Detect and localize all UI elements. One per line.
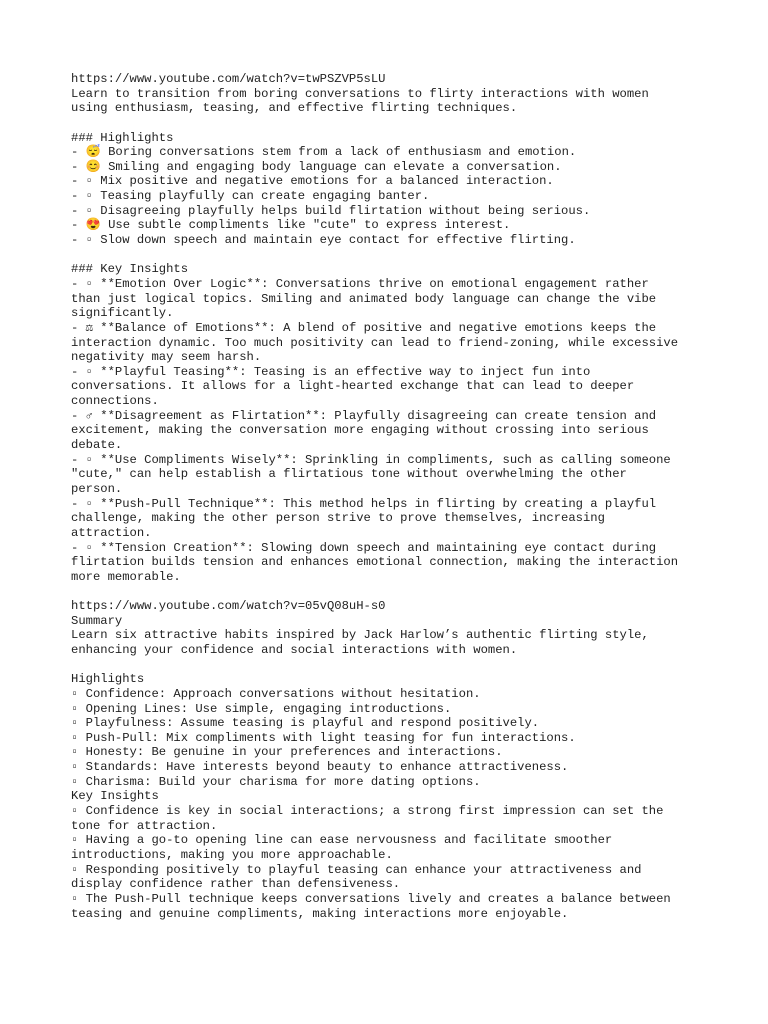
bullet-line: - ⚖ **Balance of Emotions**: A blend of positive and negative emotions keeps the [71,320,657,335]
url-line[interactable]: https://www.youtube.com/watch?v=05vQ08uH-s0 [71,599,386,614]
bullet-line: - ▫ Teasing playfully can create engaging banter. [71,189,430,204]
text-line: "cute," can help establish a flirtatious tone without overwhelming the other [71,467,627,482]
text-line: using enthusiasm, teasing, and effective flirting techniques. [71,101,518,116]
text-line: challenge, making the other person strive to prove themselves, increasing [71,511,605,526]
bullet-line: ▫ Confidence: Approach conversations without hesitation. [71,686,481,701]
text-line: interaction dynamic. Too much positivity can lead to friend-zoning, while excessive [71,335,679,350]
text-line: tone for attraction. [71,818,218,833]
bullet-line: ▫ The Push-Pull technique keeps conversations lively and creates a balance between [71,891,671,906]
bullet-line: - ♂ **Disagreement as Flirtation**: Playfully disagreeing can create tension and [71,408,657,423]
text-line: display confidence rather than defensiveness. [71,877,401,892]
section-heading: Highlights [71,672,145,687]
bullet-line: - ▫ **Push-Pull Technique**: This method helps in flirting by creating a playful [71,496,657,511]
text-line: flirtation builds tension and enhances emotional connection, making the interaction [71,555,679,570]
bullet-line: ▫ Playfulness: Assume teasing is playful and respond positively. [71,716,540,731]
section-heading: ### Key Insights [71,262,189,277]
text-line: significantly. [71,306,174,321]
bullet-line: ▫ Responding positively to playful teasing can enhance your attractiveness and [71,862,642,877]
blank-line [71,116,711,131]
text-line: negativity may seem harsh. [71,350,262,365]
bullet-line: ▫ Opening Lines: Use simple, engaging introductions. [71,701,452,716]
url-line[interactable]: https://www.youtube.com/watch?v=twPSZVP5sLU [71,72,386,86]
bullet-line: - 😍 Use subtle compliments like "cute" to express interest. [71,218,511,233]
text-line: than just logical topics. Smiling and animated body language can change the vibe [71,291,657,306]
bullet-line: - ▫ Disagreeing playfully helps build flirtation without being serious. [71,203,591,218]
bullet-line: - ▫ **Tension Creation**: Slowing down speech and maintaining eye contact during [71,540,657,555]
text-line: excitement, making the conversation more engaging without crossing into serious [71,423,649,438]
blank-line [71,248,711,263]
text-line: Learn to transition from boring conversations to flirty interactions with women [71,86,649,101]
bullet-line: - 😊 Smiling and engaging body language can elevate a conversation. [71,159,562,174]
text-line: debate. [71,438,123,453]
section-heading: Summary [71,613,123,628]
bullet-line: - ▫ **Emotion Over Logic**: Conversations thrive on emotional engagement rather [71,276,649,291]
blank-line [71,584,711,599]
text-line: person. [71,481,123,496]
document-body [71,72,711,921]
bullet-line: ▫ Push-Pull: Mix compliments with light teasing for fun interactions. [71,730,576,745]
section-heading: Key Insights [71,789,159,804]
text-line: more memorable. [71,569,181,584]
text-line: introductions, making you more approachable. [71,847,393,862]
bullet-line: ▫ Confidence is key in social interactions; a strong first impression can set the [71,804,664,819]
text-line: Learn six attractive habits inspired by Jack Harlow’s authentic flirting style, [71,628,649,643]
bullet-line: ▫ Charisma: Build your charisma for more dating options. [71,774,481,789]
bullet-line: ▫ Honesty: Be genuine in your preferences and interactions. [71,745,503,760]
text-line: enhancing your confidence and social interactions with women. [71,642,518,657]
section-heading: ### Highlights [71,130,174,145]
text-line: connections. [71,394,159,409]
text-line: attraction. [71,525,152,540]
bullet-line: ▫ Standards: Have interests beyond beauty to enhance attractiveness. [71,760,569,775]
bullet-line: - ▫ Mix positive and negative emotions for a balanced interaction. [71,174,554,189]
bullet-line: - ▫ Slow down speech and maintain eye contact for effective flirting. [71,233,576,248]
bullet-line: - ▫ **Use Compliments Wisely**: Sprinkling in compliments, such as calling someone [71,452,671,467]
bullet-line: ▫ Having a go-to opening line can ease nervousness and facilitate smoother [71,833,613,848]
blank-line [71,658,711,673]
text-line: teasing and genuine compliments, making interactions more enjoyable. [71,906,569,921]
bullet-line: - 😴 Boring conversations stem from a lack of enthusiasm and emotion. [71,145,577,160]
bullet-line: - ▫ **Playful Teasing**: Teasing is an effective way to inject fun into [71,364,591,379]
text-line: conversations. It allows for a light-hearted exchange that can lead to deeper [71,379,635,394]
